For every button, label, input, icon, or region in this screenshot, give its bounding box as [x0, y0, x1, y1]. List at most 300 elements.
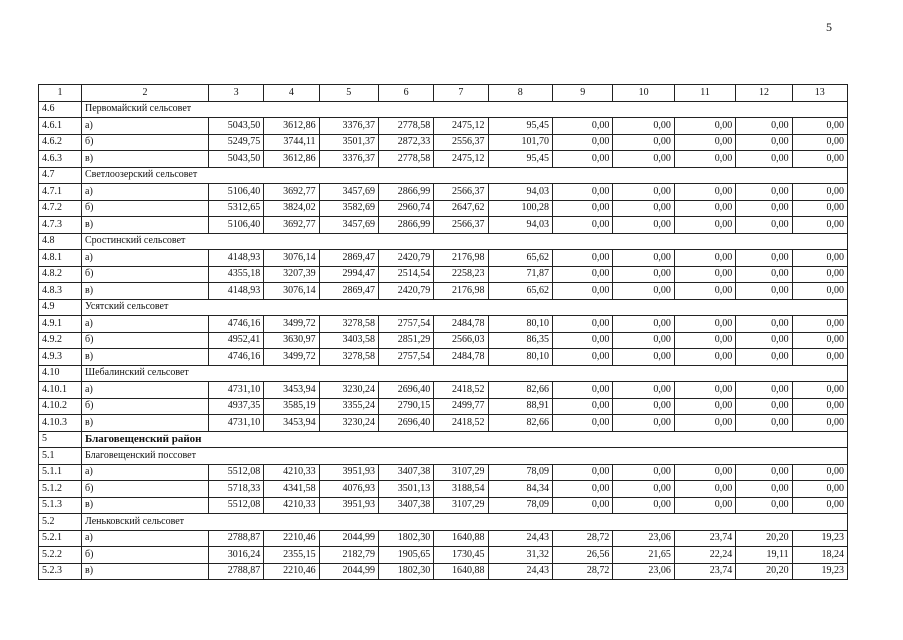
value-cell: 0,00 [553, 250, 613, 267]
value-cell: 2872,33 [378, 134, 433, 151]
value-cell: 28,72 [553, 530, 613, 547]
value-cell: 0,00 [792, 316, 847, 333]
value-cell: 80,10 [488, 349, 553, 366]
value-cell: 2566,37 [434, 184, 488, 201]
value-cell: 24,43 [488, 563, 553, 580]
value-cell: 0,00 [792, 266, 847, 283]
value-cell: 0,00 [553, 332, 613, 349]
value-cell: 2757,54 [378, 349, 433, 366]
value-cell: 3407,38 [378, 464, 433, 481]
value-cell: 0,00 [613, 398, 674, 415]
value-cell: 0,00 [553, 398, 613, 415]
row-variant: а) [82, 118, 209, 135]
row-index: 4.7.2 [39, 200, 82, 217]
value-cell: 80,10 [488, 316, 553, 333]
value-cell: 3107,29 [434, 497, 488, 514]
column-header: 4 [264, 85, 319, 102]
value-cell: 0,00 [792, 415, 847, 432]
value-cell: 0,00 [736, 217, 792, 234]
value-cell: 3499,72 [264, 349, 319, 366]
value-cell: 31,32 [488, 547, 553, 564]
value-cell: 5043,50 [208, 151, 263, 168]
value-cell: 4341,58 [264, 481, 319, 498]
district-heading-row [39, 431, 848, 448]
value-cell: 2418,52 [434, 415, 488, 432]
value-cell: 0,00 [792, 398, 847, 415]
value-cell: 0,00 [674, 316, 735, 333]
row-variant: а) [82, 530, 209, 547]
row-index: 4.7.1 [39, 184, 82, 201]
table-row [39, 250, 848, 267]
value-cell: 2044,99 [319, 563, 378, 580]
value-cell: 0,00 [792, 200, 847, 217]
section-name: Усятский сельсовет [82, 299, 848, 316]
value-cell: 3453,94 [264, 415, 319, 432]
column-header: 12 [736, 85, 792, 102]
value-cell: 0,00 [674, 349, 735, 366]
value-cell: 0,00 [613, 349, 674, 366]
value-cell: 0,00 [736, 134, 792, 151]
value-cell: 0,00 [553, 217, 613, 234]
value-cell: 0,00 [674, 464, 735, 481]
value-cell: 20,20 [736, 530, 792, 547]
value-cell: 26,56 [553, 547, 613, 564]
column-header: 8 [488, 85, 553, 102]
value-cell: 3076,14 [264, 250, 319, 267]
table-row [39, 563, 848, 580]
row-variant: в) [82, 563, 209, 580]
value-cell: 2210,46 [264, 530, 319, 547]
value-cell: 0,00 [736, 316, 792, 333]
value-cell: 2960,74 [378, 200, 433, 217]
value-cell: 2514,54 [378, 266, 433, 283]
value-cell: 3278,58 [319, 316, 378, 333]
value-cell: 3501,37 [319, 134, 378, 151]
value-cell: 1730,45 [434, 547, 488, 564]
table-row [39, 481, 848, 498]
value-cell: 5312,65 [208, 200, 263, 217]
value-cell: 0,00 [613, 118, 674, 135]
value-cell: 3376,37 [319, 118, 378, 135]
value-cell: 0,00 [553, 151, 613, 168]
value-cell: 19,23 [792, 530, 847, 547]
row-index: 4.8.1 [39, 250, 82, 267]
section-heading-row [39, 101, 848, 118]
table-row [39, 415, 848, 432]
value-cell: 2757,54 [378, 316, 433, 333]
row-variant: б) [82, 134, 209, 151]
value-cell: 0,00 [792, 464, 847, 481]
value-cell: 3355,24 [319, 398, 378, 415]
table-row [39, 497, 848, 514]
value-cell: 0,00 [674, 118, 735, 135]
value-cell: 4937,35 [208, 398, 263, 415]
value-cell: 3744,11 [264, 134, 319, 151]
column-header: 9 [553, 85, 613, 102]
value-cell: 0,00 [792, 184, 847, 201]
value-cell: 94,03 [488, 217, 553, 234]
section-name: Леньковский сельсовет [82, 514, 848, 531]
section-index: 4.9 [39, 299, 82, 316]
value-cell: 3457,69 [319, 217, 378, 234]
row-index: 4.6.1 [39, 118, 82, 135]
value-cell: 3630,97 [264, 332, 319, 349]
value-cell: 2778,58 [378, 118, 433, 135]
value-cell: 23,74 [674, 530, 735, 547]
table-row [39, 184, 848, 201]
value-cell: 20,20 [736, 563, 792, 580]
row-index: 4.9.1 [39, 316, 82, 333]
value-cell: 0,00 [613, 283, 674, 300]
value-cell: 0,00 [792, 332, 847, 349]
row-variant: в) [82, 217, 209, 234]
value-cell: 84,34 [488, 481, 553, 498]
section-heading-row [39, 365, 848, 382]
value-cell: 0,00 [674, 217, 735, 234]
value-cell: 0,00 [613, 382, 674, 399]
value-cell: 71,87 [488, 266, 553, 283]
value-cell: 2420,79 [378, 283, 433, 300]
value-cell: 0,00 [674, 332, 735, 349]
table-row [39, 332, 848, 349]
value-cell: 5043,50 [208, 118, 263, 135]
value-cell: 3951,93 [319, 497, 378, 514]
value-cell: 4210,33 [264, 497, 319, 514]
row-index: 5.2.2 [39, 547, 82, 564]
value-cell: 24,43 [488, 530, 553, 547]
value-cell: 0,00 [736, 200, 792, 217]
value-cell: 3016,24 [208, 547, 263, 564]
table-row [39, 530, 848, 547]
value-cell: 0,00 [613, 151, 674, 168]
table-row [39, 200, 848, 217]
value-cell: 23,06 [613, 530, 674, 547]
table-row [39, 547, 848, 564]
value-cell: 0,00 [553, 134, 613, 151]
row-variant: а) [82, 250, 209, 267]
value-cell: 0,00 [736, 332, 792, 349]
value-cell: 21,65 [613, 547, 674, 564]
value-cell: 2647,62 [434, 200, 488, 217]
value-cell: 2499,77 [434, 398, 488, 415]
value-cell: 4746,16 [208, 349, 263, 366]
value-cell: 2210,46 [264, 563, 319, 580]
row-index: 5.1.1 [39, 464, 82, 481]
row-index: 4.10.1 [39, 382, 82, 399]
row-index: 4.10.2 [39, 398, 82, 415]
section-heading-row [39, 299, 848, 316]
section-heading-row [39, 514, 848, 531]
row-index: 5.2.1 [39, 530, 82, 547]
value-cell: 2566,37 [434, 217, 488, 234]
value-cell: 5512,08 [208, 464, 263, 481]
column-header: 7 [434, 85, 488, 102]
value-cell: 0,00 [553, 266, 613, 283]
row-variant: в) [82, 415, 209, 432]
value-cell: 4076,93 [319, 481, 378, 498]
page-number: 5 [826, 20, 832, 34]
value-cell: 1802,30 [378, 563, 433, 580]
table-row [39, 134, 848, 151]
table-row [39, 316, 848, 333]
column-header: 13 [792, 85, 847, 102]
row-variant: а) [82, 464, 209, 481]
value-cell: 82,66 [488, 382, 553, 399]
value-cell: 4746,16 [208, 316, 263, 333]
value-cell: 3188,54 [434, 481, 488, 498]
value-cell: 3207,39 [264, 266, 319, 283]
value-cell: 2475,12 [434, 151, 488, 168]
value-cell: 2788,87 [208, 563, 263, 580]
value-cell: 0,00 [553, 464, 613, 481]
value-cell: 0,00 [674, 382, 735, 399]
value-cell: 5512,08 [208, 497, 263, 514]
row-variant: б) [82, 200, 209, 217]
value-cell: 0,00 [613, 184, 674, 201]
row-index: 4.9.3 [39, 349, 82, 366]
value-cell: 0,00 [613, 481, 674, 498]
row-index: 4.8.2 [39, 266, 82, 283]
value-cell: 0,00 [674, 481, 735, 498]
section-index: 5.2 [39, 514, 82, 531]
value-cell: 94,03 [488, 184, 553, 201]
value-cell: 3501,13 [378, 481, 433, 498]
value-cell: 2176,98 [434, 283, 488, 300]
value-cell: 0,00 [736, 118, 792, 135]
value-cell: 4952,41 [208, 332, 263, 349]
value-cell: 4731,10 [208, 415, 263, 432]
table-header-row [39, 85, 848, 102]
value-cell: 101,70 [488, 134, 553, 151]
table-row [39, 398, 848, 415]
value-cell: 5106,40 [208, 184, 263, 201]
value-cell: 0,00 [792, 134, 847, 151]
section-index: 5 [39, 431, 82, 448]
value-cell: 0,00 [613, 217, 674, 234]
value-cell: 82,66 [488, 415, 553, 432]
value-cell: 2484,78 [434, 316, 488, 333]
value-cell: 2355,15 [264, 547, 319, 564]
value-cell: 3403,58 [319, 332, 378, 349]
value-cell: 0,00 [613, 332, 674, 349]
value-cell: 0,00 [792, 497, 847, 514]
row-index: 4.8.3 [39, 283, 82, 300]
column-header: 5 [319, 85, 378, 102]
value-cell: 28,72 [553, 563, 613, 580]
value-cell: 0,00 [736, 349, 792, 366]
section-heading-row [39, 448, 848, 465]
row-variant: б) [82, 481, 209, 498]
value-cell: 0,00 [792, 481, 847, 498]
section-name: Сростинский сельсовет [82, 233, 848, 250]
value-cell: 2696,40 [378, 382, 433, 399]
value-cell: 0,00 [736, 250, 792, 267]
row-variant: б) [82, 398, 209, 415]
value-cell: 0,00 [674, 200, 735, 217]
value-cell: 0,00 [736, 398, 792, 415]
section-name: Светлоозерский сельсовет [82, 167, 848, 184]
value-cell: 1640,88 [434, 563, 488, 580]
table-row [39, 349, 848, 366]
value-cell: 0,00 [553, 497, 613, 514]
value-cell: 2484,78 [434, 349, 488, 366]
value-cell: 0,00 [736, 481, 792, 498]
value-cell: 0,00 [674, 151, 735, 168]
value-cell: 19,23 [792, 563, 847, 580]
value-cell: 0,00 [553, 283, 613, 300]
value-cell: 0,00 [613, 266, 674, 283]
value-cell: 2790,15 [378, 398, 433, 415]
value-cell: 1640,88 [434, 530, 488, 547]
value-cell: 4148,93 [208, 283, 263, 300]
value-cell: 2418,52 [434, 382, 488, 399]
value-cell: 0,00 [674, 184, 735, 201]
value-cell: 0,00 [553, 184, 613, 201]
value-cell: 0,00 [553, 415, 613, 432]
value-cell: 0,00 [674, 415, 735, 432]
value-cell: 0,00 [553, 118, 613, 135]
value-cell: 0,00 [736, 283, 792, 300]
value-cell: 2866,99 [378, 217, 433, 234]
value-cell: 0,00 [553, 200, 613, 217]
row-index: 4.9.2 [39, 332, 82, 349]
value-cell: 2556,37 [434, 134, 488, 151]
value-cell: 3407,38 [378, 497, 433, 514]
value-cell: 3582,69 [319, 200, 378, 217]
section-index: 4.6 [39, 101, 82, 118]
value-cell: 0,00 [674, 250, 735, 267]
value-cell: 95,45 [488, 151, 553, 168]
value-cell: 4148,93 [208, 250, 263, 267]
value-cell: 65,62 [488, 250, 553, 267]
value-cell: 3499,72 [264, 316, 319, 333]
value-cell: 0,00 [736, 151, 792, 168]
row-index: 4.10.3 [39, 415, 82, 432]
row-index: 4.6.2 [39, 134, 82, 151]
section-index: 4.8 [39, 233, 82, 250]
value-cell: 0,00 [613, 316, 674, 333]
value-cell: 0,00 [613, 250, 674, 267]
value-cell: 2258,23 [434, 266, 488, 283]
column-header: 11 [674, 85, 735, 102]
value-cell: 0,00 [674, 266, 735, 283]
row-index: 5.2.3 [39, 563, 82, 580]
value-cell: 2851,29 [378, 332, 433, 349]
value-cell: 0,00 [674, 497, 735, 514]
row-variant: а) [82, 184, 209, 201]
value-cell: 5718,33 [208, 481, 263, 498]
value-cell: 0,00 [792, 217, 847, 234]
value-cell: 3230,24 [319, 382, 378, 399]
row-variant: в) [82, 497, 209, 514]
value-cell: 0,00 [553, 481, 613, 498]
value-cell: 3230,24 [319, 415, 378, 432]
value-cell: 0,00 [792, 118, 847, 135]
value-cell: 78,09 [488, 464, 553, 481]
value-cell: 0,00 [613, 464, 674, 481]
section-name: Первомайский сельсовет [82, 101, 848, 118]
value-cell: 0,00 [613, 200, 674, 217]
value-cell: 1905,65 [378, 547, 433, 564]
value-cell: 18,24 [792, 547, 847, 564]
table-row [39, 151, 848, 168]
value-cell: 88,91 [488, 398, 553, 415]
value-cell: 0,00 [613, 134, 674, 151]
table-row [39, 283, 848, 300]
value-cell: 3692,77 [264, 184, 319, 201]
value-cell: 2869,47 [319, 283, 378, 300]
value-cell: 2475,12 [434, 118, 488, 135]
section-index: 4.10 [39, 365, 82, 382]
district-name: Благовещенский район [82, 431, 848, 448]
value-cell: 2176,98 [434, 250, 488, 267]
section-heading-row [39, 233, 848, 250]
table-row [39, 382, 848, 399]
value-cell: 3376,37 [319, 151, 378, 168]
value-cell: 3457,69 [319, 184, 378, 201]
section-index: 4.7 [39, 167, 82, 184]
row-index: 5.1.3 [39, 497, 82, 514]
column-header: 6 [378, 85, 433, 102]
value-cell: 23,06 [613, 563, 674, 580]
value-cell: 0,00 [553, 316, 613, 333]
value-cell: 2994,47 [319, 266, 378, 283]
row-variant: б) [82, 547, 209, 564]
value-cell: 3951,93 [319, 464, 378, 481]
table-row [39, 217, 848, 234]
row-variant: а) [82, 316, 209, 333]
value-cell: 5106,40 [208, 217, 263, 234]
column-header: 2 [82, 85, 209, 102]
row-index: 4.7.3 [39, 217, 82, 234]
value-cell: 0,00 [674, 283, 735, 300]
value-cell: 3692,77 [264, 217, 319, 234]
value-cell: 0,00 [553, 382, 613, 399]
value-cell: 3278,58 [319, 349, 378, 366]
section-name: Благовещенский поссовет [82, 448, 848, 465]
value-cell: 2696,40 [378, 415, 433, 432]
value-cell: 2788,87 [208, 530, 263, 547]
value-cell: 22,24 [674, 547, 735, 564]
value-cell: 0,00 [674, 398, 735, 415]
row-variant: в) [82, 349, 209, 366]
value-cell: 3107,29 [434, 464, 488, 481]
value-cell: 65,62 [488, 283, 553, 300]
value-cell: 0,00 [736, 497, 792, 514]
value-cell: 1802,30 [378, 530, 433, 547]
value-cell: 0,00 [792, 250, 847, 267]
section-index: 5.1 [39, 448, 82, 465]
value-cell: 4355,18 [208, 266, 263, 283]
value-cell: 86,35 [488, 332, 553, 349]
value-cell: 0,00 [674, 134, 735, 151]
value-cell: 3612,86 [264, 151, 319, 168]
value-cell: 2778,58 [378, 151, 433, 168]
value-cell: 0,00 [736, 184, 792, 201]
column-header: 1 [39, 85, 82, 102]
row-index: 5.1.2 [39, 481, 82, 498]
value-cell: 0,00 [736, 464, 792, 481]
row-index: 4.6.3 [39, 151, 82, 168]
section-name: Шебалинский сельсовет [82, 365, 848, 382]
value-cell: 0,00 [736, 382, 792, 399]
value-cell: 3453,94 [264, 382, 319, 399]
value-cell: 2182,79 [319, 547, 378, 564]
value-cell: 2044,99 [319, 530, 378, 547]
table-row [39, 464, 848, 481]
value-cell: 0,00 [613, 415, 674, 432]
row-variant: в) [82, 151, 209, 168]
